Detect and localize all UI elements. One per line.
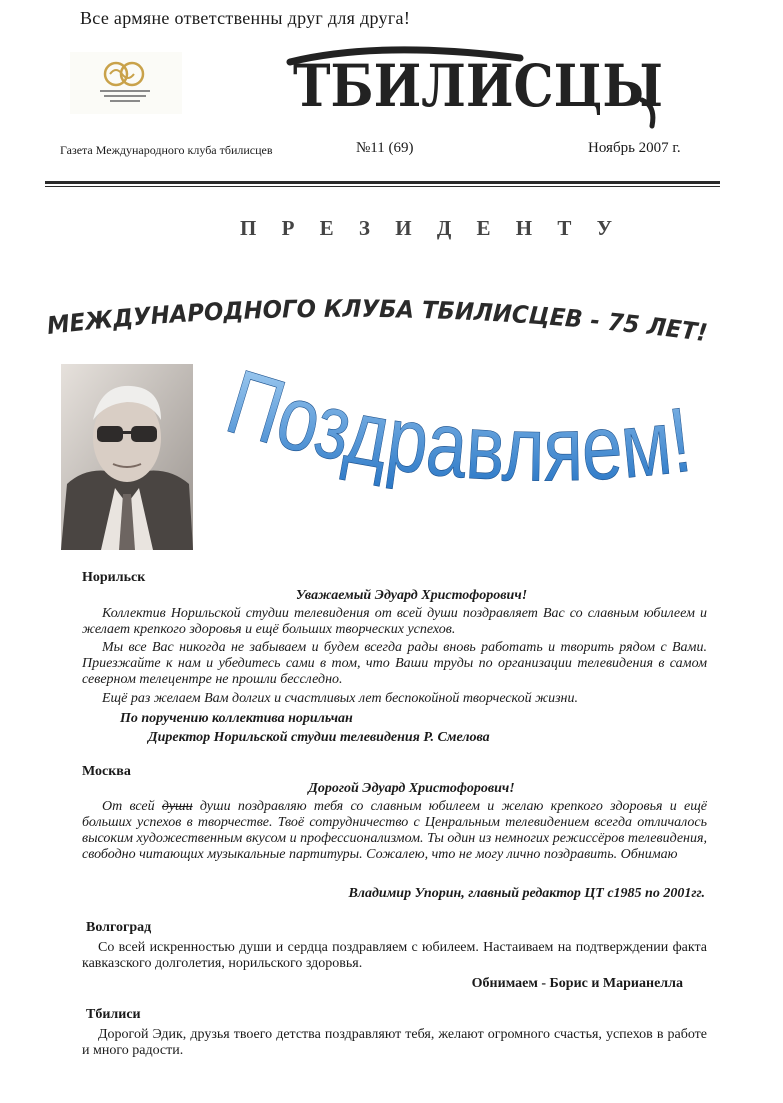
congratulations-word: Поздравляем!	[216, 365, 702, 502]
signature-volgograd: Обнимаем - Борис и Марианелла	[471, 976, 683, 991]
signature-norilsk-1: По поручению коллектива норильчан	[120, 711, 353, 726]
newspaper-subtitle: Газета Международного клуба тбилисцев	[60, 143, 273, 157]
paragraph-norilsk-3: Ещё раз желаем Вам долгих и счастливых лет беспокойной творческой жизни.	[102, 691, 579, 706]
salute-norilsk: Уважаемый Эдуард Христофорович!	[295, 588, 528, 603]
section-city-moscow: Москва	[82, 764, 131, 779]
banner-text: МЕЖДУНАРОДНОГО КЛУБА ТБИЛИСЦЕВ - 75 ЛЕТ!	[45, 294, 710, 348]
headline-banner	[40, 282, 730, 362]
section-city-volgograd: Волгоград	[86, 920, 152, 935]
headline-president: П Р Е З И Д Е Н Т У	[240, 216, 623, 240]
paragraph-norilsk-2: Мы все Вас никогда не забываем и будем всегда рады вновь работать и творить рядом с Вами. Приезжайте к нам и убедитесь сами в том, что Ваши труды по организации телевидения в самом северном телецентре не прошли бесследно.	[82, 640, 707, 687]
masthead-title: ТБИЛИСЦЫ	[293, 52, 663, 120]
svg-text:МЕЖДУНАРОДНОГО КЛУБА ТБИЛИСЦЕВ	[45, 295, 709, 347]
moscow-text-rest: души поздравляю тебя со славным юбилеем и желаю крепкого здоровья и ещё больших успехов в творчестве. Твоё сотрудничество с Ценральным телевидением всегда отличалось высоким художественным вкусом и профессионализмом. Ты один из немногих режиссёров телевидения, свободно читающих музыкальные партитуры. Сожалею, что не могу лично поздравить. Обнимаю	[82, 799, 708, 862]
club-logo	[70, 52, 182, 114]
moscow-text-start: От всей	[102, 799, 155, 814]
header-rule	[45, 181, 720, 184]
masthead-logo	[282, 40, 672, 130]
moscow-struck-word: души	[161, 799, 193, 814]
salute-moscow: Дорогой Эдуард Христофорович!	[308, 781, 515, 796]
section-city-tbilisi: Тбилиси	[86, 1007, 141, 1022]
header-rule-thin	[45, 186, 720, 187]
motto: Все армяне ответственны друг для друга!	[80, 8, 411, 28]
svg-text:Поздравляем!	[216, 365, 702, 502]
portrait-photo	[61, 364, 193, 550]
signature-moscow: Владимир Упорин, главный редактор ЦТ с1985 по 2001гг.	[348, 886, 705, 901]
congratulations-art	[212, 365, 712, 535]
paragraph-volgograd-1: Со всей искренностью души и сердца поздравляем с юбилеем. Настаиваем на подтверждении факта кавказского долголетия, норильского здоровья.	[82, 940, 707, 971]
signature-norilsk-2: Директор Норильской студии телевидения Р. Смелова	[148, 730, 490, 745]
section-city-norilsk: Норильск	[82, 570, 146, 585]
issue-date: Ноябрь 2007 г.	[588, 140, 681, 156]
paragraph-norilsk-1: Коллектив Норильской студии телевидения от всей души поздравляет Вас со славным юбилеем и желает крепкого здоровья и ещё больших творческих успехов.	[82, 606, 707, 637]
paragraph-moscow-1	[82, 799, 707, 863]
paragraph-tbilisi-1: Дорогой Эдик, друзья твоего детства поздравляют тебя, желают огромного счастья, успехов в работе и много радости.	[82, 1027, 707, 1058]
issue-number: №11 (69)	[356, 140, 414, 156]
